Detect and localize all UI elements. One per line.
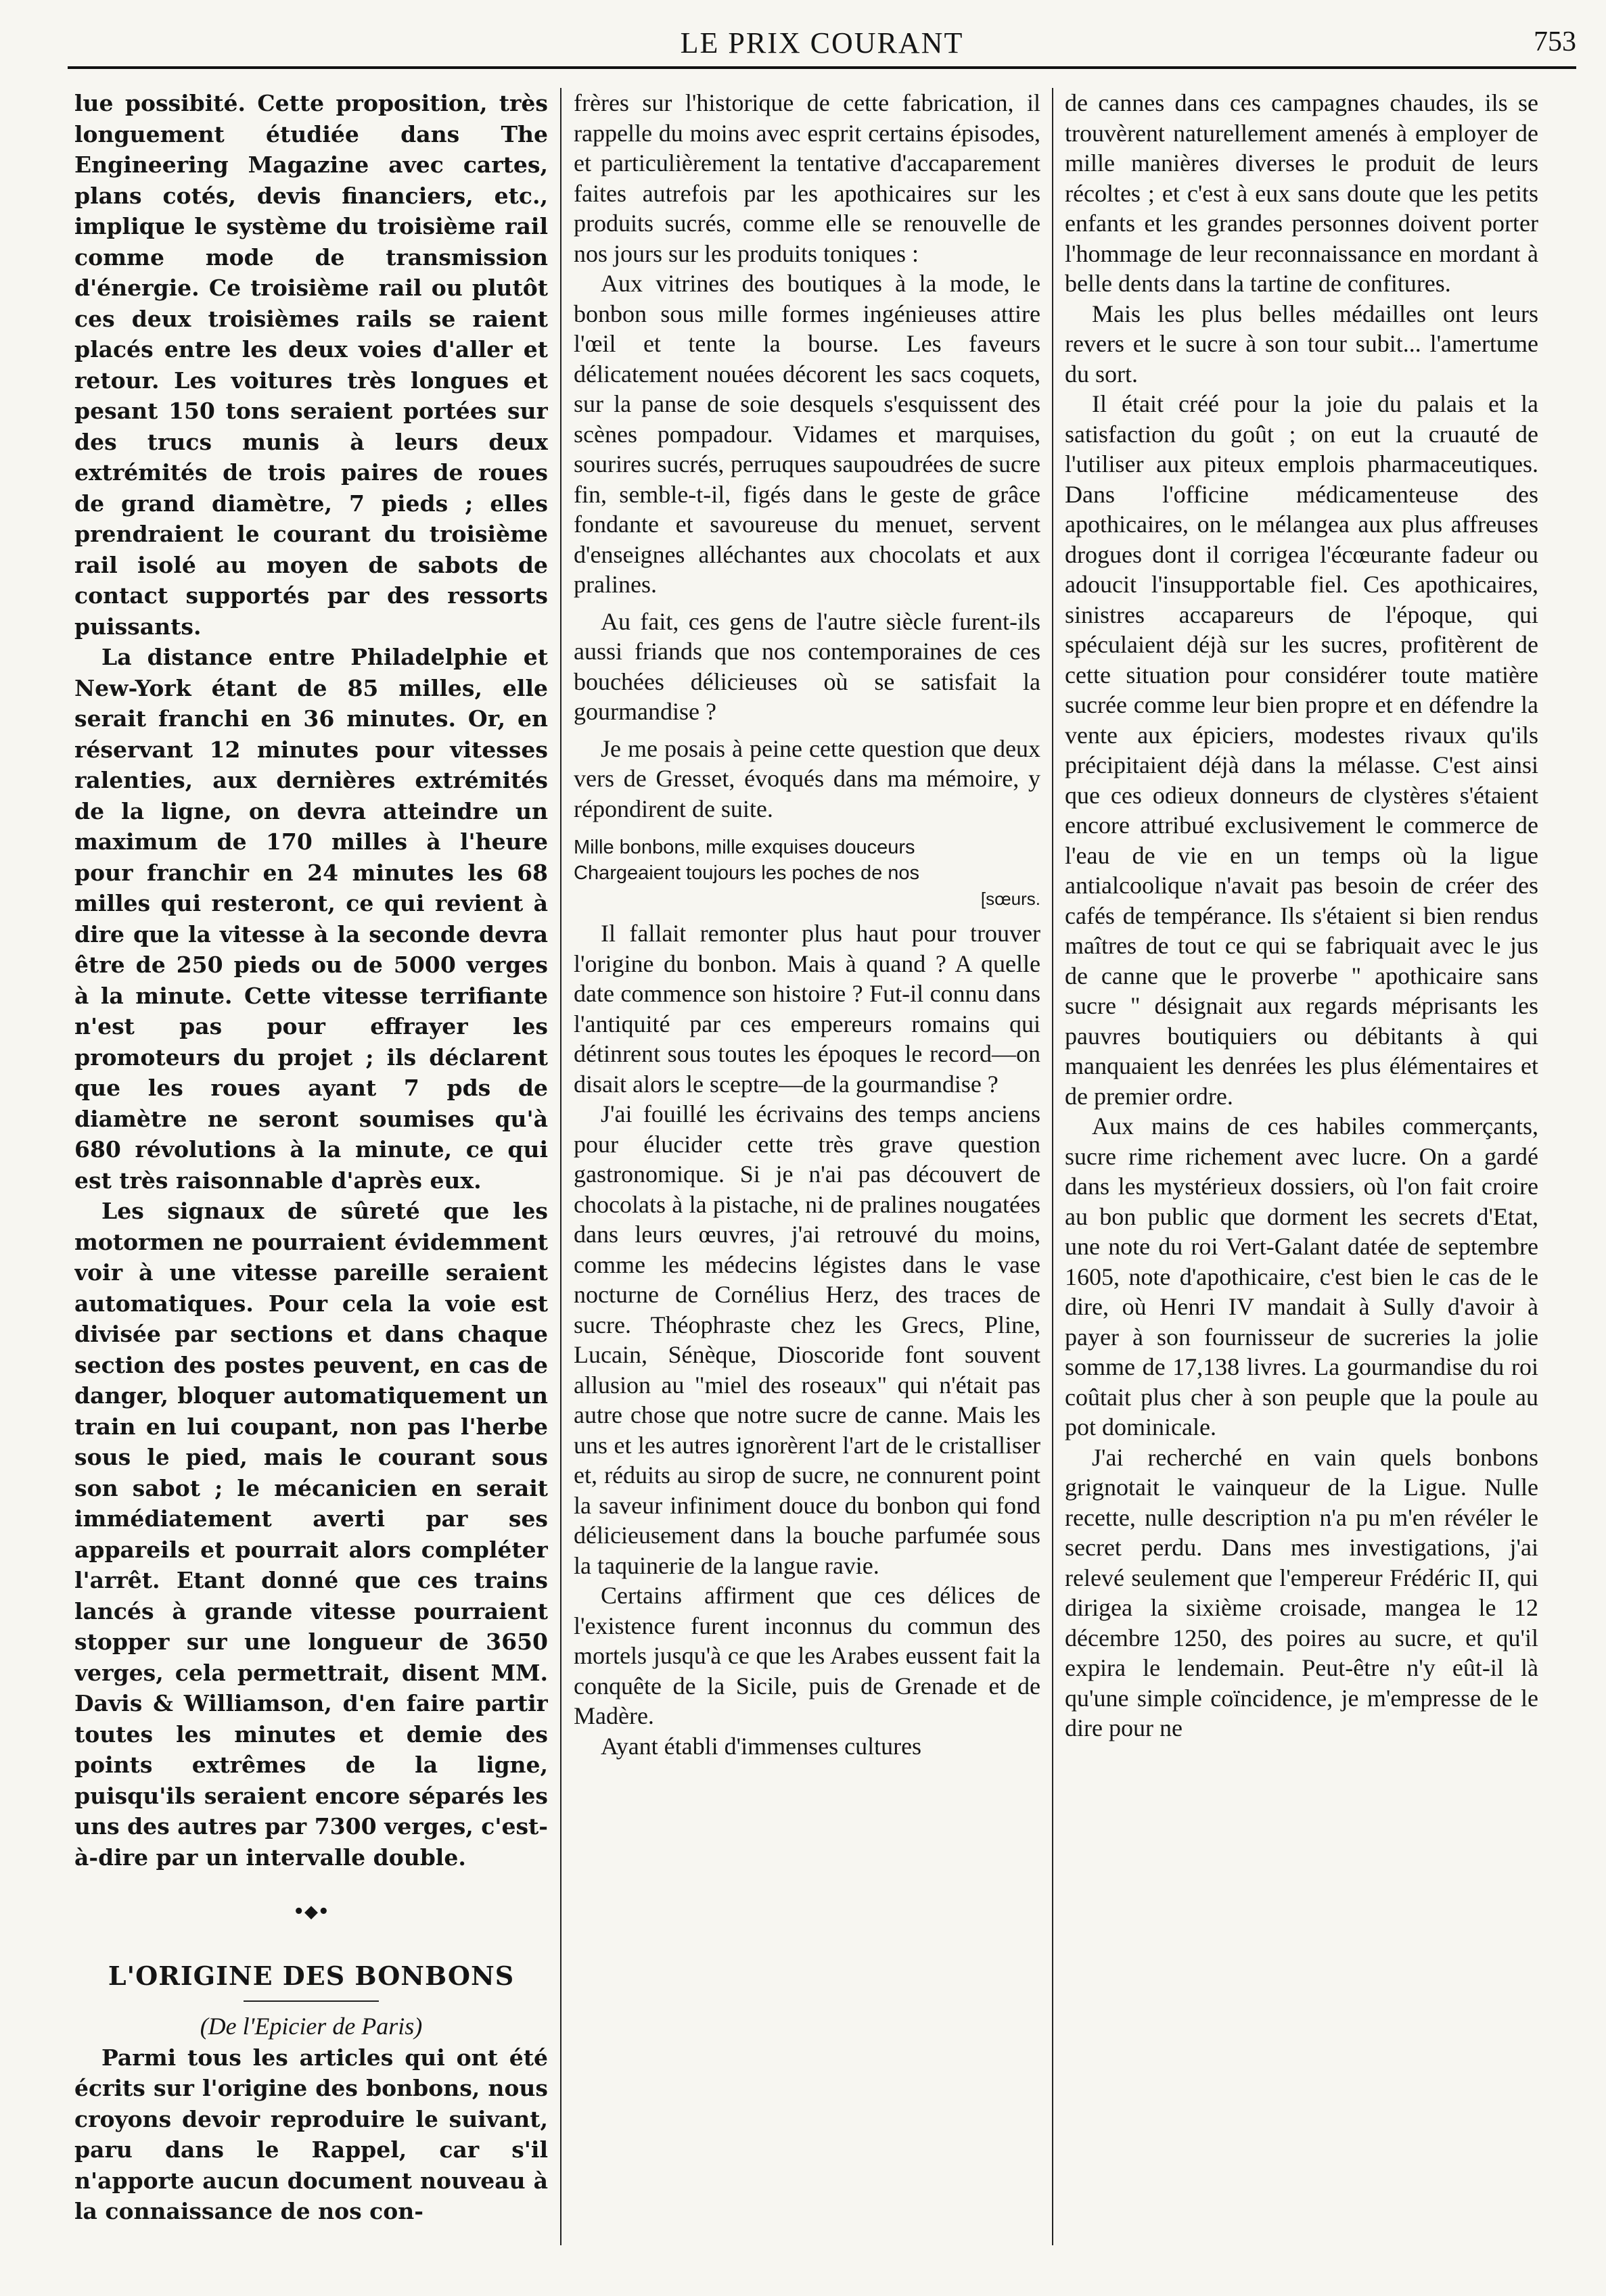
paragraph: Certains affirment que ces délices de l'existence furent inconnus du commun des mortels jusqu'à ce que les Arabes eussent fait la conquête de la Sicile, puis de Grenade et de Madère. <box>574 1582 1040 1729</box>
verse-line: [sœurs. <box>980 889 1040 909</box>
article-title: L'ORIGINE DES BONBONS <box>108 1960 515 1991</box>
paragraph: Aux mains de ces habiles commerçants, sucre rime richement avec lucre. On a gardé dans les mystérieux dossiers, où l'on fait croire au bon public que dorment les secrets d'Etat, une note du roi Vert-Galant datée de septembre 1605, note d'apothicaire, c'est bien le cas de le dire, où Henri IV mandait à Sully d'avoir à payer à son fournisseur de sucreries la jolie somme de 17,138 livres. La gourmandise du roi coûtait plus cher à son peuple que la poule au pot dominicale. <box>1065 1112 1538 1440</box>
verse-line: Mille bonbons, mille exquises douceurs <box>574 837 915 858</box>
paragraph: Parmi tous les articles qui ont été écrits sur l'origine des bonbons, nous croyons devoir reproduire le suivant, paru dans le Rappel, car s'il n'apporte aucun document nouveau à la connaissance de nos con- <box>74 2044 548 2224</box>
paragraph: Aux vitrines des boutiques à la mode, le bonbon sous mille formes ingénieuses attire l'œil et tente la bourse. Les faveurs délicatement nouées décorent les sacs coquets, sur la panse de soie desquels s'esquissent des scènes pompadour. Vidames et marquises, sourires sucrés, perruques saupoudrées de sucre fin, semble-t-il, figés dans le geste de grâce fondante et savoureuse du menuet, servent d'enseignes alléchantes aux chocolats et aux pralines. <box>574 270 1040 598</box>
paragraph: Les signaux de sûreté que les motormen ne pourraient évidemment voir à une vitesse pareille seraient automatiques. Pour cela la voie est divisée par sections et dans chaque section des postes peuvent, en cas de danger, bloquer automatiquement un train en lui coupant, non pas l'herbe sous le pied, mais le courant sous son sabot ; le mécanicien en serait immédiatement averti par ses appareils et pourrait alors compléter l'arrêt. Etant donné que ces trains lancés à grande vitesse pourraient stopper sur une longueur de 3650 verges, cela permettrait, disent MM. Davis & Williamson, d'en faire partir toutes les minutes et demie des points extrêmes de la ligne, puisqu'ils seraient encore séparés les uns des autres par 7300 verges, c'est-à-dire par un intervalle double. <box>74 1198 548 1871</box>
verse-quote <box>574 835 1040 912</box>
paragraph: Il fallait remonter plus haut pour trouver l'origine du bonbon. Mais à quand ? A quelle date commence son histoire ? Fut-il connu dans l'antiquité par ces empereurs romains qui détinrent sous toutes les époques le record—on disait alors le sceptre—de la gourmandise ? <box>574 920 1040 1098</box>
title-rule <box>244 2000 379 2002</box>
journal-title: LE PRIX COURANT <box>680 26 964 60</box>
paragraph: Je me posais à peine cette question que deux vers de Gresset, évoqués dans ma mémoire, y répondirent de suite. <box>574 734 1040 822</box>
header-rule <box>68 66 1576 69</box>
verse-line: Chargeaient toujours les poches de nos <box>574 862 920 884</box>
paragraph: de cannes dans ces campagnes chaudes, ils se trouvèrent naturellement amenés à employer de mille manières diverses le produit de leurs récoltes ; et c'est à eux sans doute que les petits enfants et les grandes personnes doivent porter l'hommage de leur reconnaissance en mordant à belle dents dans la tartine de confitures. <box>1065 89 1538 297</box>
page-header <box>68 26 1576 66</box>
page-number: 753 <box>1534 26 1576 57</box>
paragraph: lue possibité. Cette proposition, très longuement étudiée dans The Engineering Magazine avec cartes, plans cotés, devis financiers, etc., implique le système du troisième rail comme mode de transmission d'énergie. Ce troisième rail ou plutôt ces deux troisièmes rails se raient placés entre les deux voies d'aller et retour. Les voitures très longues et pesant 150 tons seraient portées sur des trucs munis à leurs deux extrémités de trois paires de roues de grand diamètre, 7 pieds ; elles prendraient le courant du troisième rail isolé au moyen de sabots de contact supportés par des ressorts puissants. <box>74 90 548 640</box>
article-source: (De l'Epicier de Paris) <box>200 2013 423 2040</box>
column-1 <box>74 88 548 2266</box>
paragraph: Mais les plus belles médailles ont leurs revers et le sucre à son tour subit... l'amertume du sort. <box>1065 300 1538 388</box>
column-3 <box>1065 88 1538 2266</box>
section-ornament: •◆• <box>293 1902 329 1922</box>
column-divider <box>1052 88 1053 2245</box>
paragraph: La distance entre Philadelphie et New-York étant de 85 milles, elle serait franchi en 36 minutes. Or, en réservant 12 minutes pour vitesses ralenties, aux dernières extrémités de la ligne, on devra atteindre un maximum de 170 milles à l'heure pour franchir en 24 minutes les 68 milles qui resteront, ce qui revient à dire que la vitesse à la seconde devra être de 250 pieds ou de 5000 verges à la minute. Cette vitesse terrifiante n'est pas pour effrayer les promoteurs du projet ; ils déclarent que les roues ayant 7 pds de diamètre ne seront soumises qu'à 680 révolutions à la minute, ce qui est très raisonnable d'après eux. <box>74 644 548 1194</box>
paragraph: J'ai recherché en vain quels bonbons grignotait le vainqueur de la Ligue. Nulle recette, nulle description n'a pu m'en révéler le secret perdu. Dans mes investigations, j'ai relevé seulement que l'empereur Frédéric II, qui dirigea la sixième croisade, mangea le 12 décembre 1250, des poires au sucre, et qu'il expira le lendemain. Peut-être n'y eût-il là qu'une simple coïncidence, je m'empresse de le dire pour ne <box>1065 1443 1538 1741</box>
paragraph: frères sur l'historique de cette fabrication, il rappelle du moins avec esprit certains épisodes, et particulièrement la tentative d'accaparement faites autrefois par les apothicaires sur les produits sucrés, comme elle se renouvelle de nos jours sur les produits toniques : <box>574 89 1040 267</box>
paragraph: Au fait, ces gens de l'autre siècle furent-ils aussi friands que nos contemporaines de ces bouchées délicieuses où se satisfait la gourmandise ? <box>574 607 1040 725</box>
paragraph: Il était créé pour la joie du palais et la satisfaction du goût ; on eut la cruauté de l'utiliser aux piteux emplois pharmaceutiques. Dans l'officine médicamenteuse des apothicaires, on le mélangea aux plus affreuses drogues dont il corrigea l'écœurante fadeur ou adoucit l'insupportable fiel. Ces apothicaires, sinistres accapareurs de l'époque, qui spéculaient déjà sur les sucres, profitèrent de cette situation pour considérer toute matière sucrée comme leur bien propre et en défendre la vente aux épiciers, modestes rivaux qu'ils précipitaient déjà dans la mélasse. C'est ainsi que ces odieux donneurs de clystères s'étaient encore attribué exclusivement le commerce de l'eau de vie en un temps où la ligue antialcoolique n'avait pas besoin de créer des cafés de tempérance. Ils s'étaient si bien rendus maîtres de tout ce qui se fabriquait avec le jus de canne que le proverbe " apothicaire sans sucre " désignait aux regards méprisants les pauvres boutiquiers ou débitants à qui manquaient les denrées les plus élémentaires et de premier ordre. <box>1065 390 1538 1110</box>
column-divider <box>560 88 561 2245</box>
paragraph: Ayant établi d'immenses cultures <box>601 1732 922 1760</box>
column-2 <box>574 88 1040 2266</box>
paragraph: J'ai fouillé les écrivains des temps anciens pour élucider cette très grave question gastronomique. Si je n'ai pas découvert de chocolats à la pistache, ni de pralines nougatées dans leurs œuvres, j'ai retrouvé du moins, comme les médecins légistes dans le vase nocturne de Cornélius Herz, des traces de sucre. Théophraste chez les Grecs, Pline, Lucain, Sénèque, Dioscoride font souvent allusion au "miel des roseaux" qui n'était pas autre chose que notre sucre de canne. Mais les uns et les autres ignorèrent l'art de le cristalliser et, réduits au sirop de sucre, ne connurent point la saveur infiniment douce du bonbon qui fond délicieusement dans la bouche parfumée sous la taquinerie de la langue ravie. <box>574 1100 1040 1579</box>
